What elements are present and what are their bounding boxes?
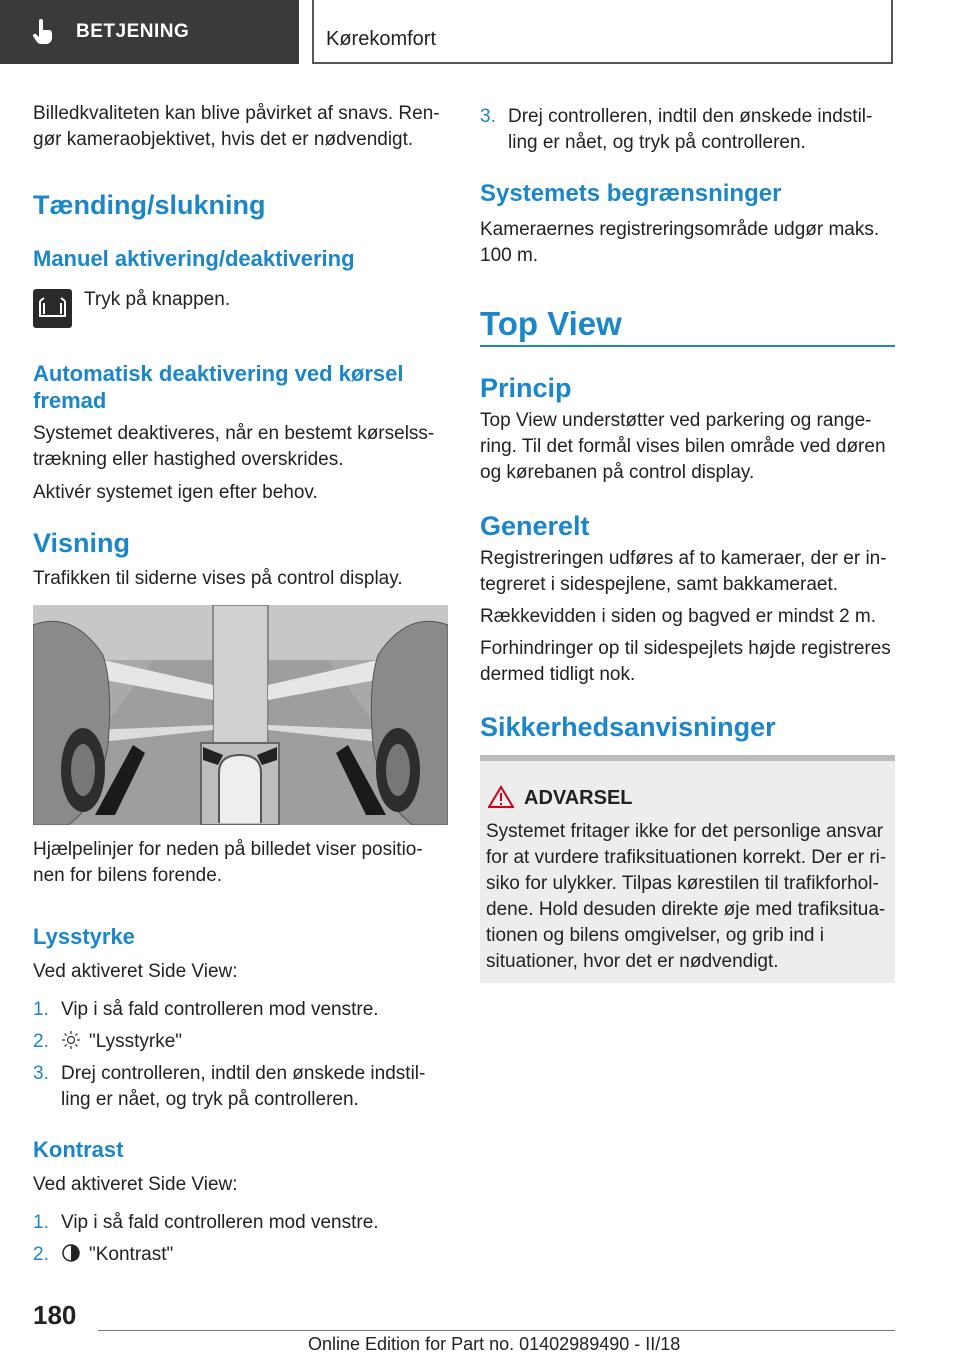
- lysstyrke-intro: Ved aktiveret Side View:: [33, 961, 238, 982]
- generelt-text-1: Registreringen udføres af to kameraer, der er in- tegreret i sidespejlene, samt bakkameraet.: [480, 548, 887, 595]
- warning-box: [480, 755, 895, 983]
- hand-pointer-icon: [28, 17, 58, 47]
- heading-kontrast: Kontrast: [33, 1137, 124, 1162]
- manuel-text: Tryk på knappen.: [84, 289, 231, 310]
- kontrast-intro: Ved aktiveret Side View:: [33, 1174, 238, 1195]
- camera-button-icon: [33, 289, 72, 328]
- heading-top-view: Top View: [480, 305, 622, 342]
- warning-title: ADVARSEL: [524, 787, 633, 809]
- header-topic-box: [312, 0, 893, 64]
- lysstyrke-step-1: 1. Vip i så fald controlleren mod venstre.: [33, 999, 379, 1020]
- heading-auto: Automatisk deaktivering ved kørsel fremad: [33, 361, 404, 413]
- brightness-icon: [61, 1030, 81, 1050]
- footer-edition: Online Edition for Part no. 01402989490 - II/18: [308, 1334, 681, 1354]
- visning-text: Trafikken til siderne vises på control display.: [33, 568, 403, 589]
- kontrast-step-1: 1. Vip i så fald controlleren mod venstre.: [33, 1212, 379, 1233]
- heading-visning: Visning: [33, 528, 131, 558]
- heading-lysstyrke: Lysstyrke: [33, 924, 135, 949]
- contrast-icon: [61, 1243, 81, 1263]
- warning-text: Systemet fritager ikke for det personlige ansvar for at vurdere trafiksituationen korrekt. Der er ri- siko for ulykker. Tilpas kørestilen til trafikforhol- dene. Hold desuden direkte øje med trafiksitua- tionen og bilens omgivelser, og grib ind i situationer, hvor det er nødvendigt.: [486, 821, 887, 972]
- generelt-text-3: Forhindringer op til sidespejlets højde registreres dermed tidligt nok.: [480, 638, 891, 685]
- princip-text: Top View understøtter ved parkering og range- ring. Til det formål vises bilen område ved døren og kørebanen på control display.: [480, 410, 886, 483]
- lysstyrke-step-3: 3. Drej controlleren, indtil den ønskede indstil- ling er nået, og tryk på controlleren.: [33, 1063, 426, 1110]
- warning-triangle-icon: [488, 785, 514, 809]
- right-step-3: 3. Drej controlleren, indtil den ønskede indstil- ling er nået, og tryk på controlleren.: [480, 106, 873, 153]
- auto-text: Systemet deaktiveres, når en bestemt kørselss- trækning eller hastighed overskrides.: [33, 423, 435, 470]
- generelt-text-2: Rækkevidden i siden og bagved er mindst 2 m.: [480, 606, 877, 627]
- lysstyrke-step-2: 2. "Lysstyrke": [33, 1031, 183, 1052]
- header-topic-label: Kørekomfort: [326, 28, 437, 50]
- heading-manuel: Manuel aktivering/deaktivering: [33, 246, 355, 271]
- kontrast-step-2: 2. "Kontrast": [33, 1244, 174, 1265]
- header-section-tab: [0, 0, 299, 64]
- auto-text-2: Aktivér systemet igen efter behov.: [33, 482, 318, 503]
- footer-rule: [98, 1330, 895, 1331]
- side-view-camera-image: [33, 605, 448, 825]
- heading-taending: Tænding/slukning: [33, 190, 266, 220]
- begraensninger-text: Kameraernes registreringsområde udgør maks. 100 m.: [480, 219, 880, 266]
- top-view-rule: [480, 345, 895, 347]
- page-number: 180: [33, 1300, 77, 1330]
- heading-begraensninger: Systemets begrænsninger: [480, 180, 782, 207]
- header-section-label: BETJENING: [76, 21, 190, 42]
- image-caption: Hjælpelinjer for neden på billedet viser positio- nen for bilens forende.: [33, 839, 423, 886]
- heading-sikkerhed: Sikkerhedsanvisninger: [480, 712, 776, 742]
- intro-text: Billedkvaliteten kan blive påvirket af snavs. Ren- gør kameraobjektivet, hvis det er nødvendigt.: [33, 103, 440, 150]
- heading-princip: Princip: [480, 373, 572, 403]
- heading-generelt: Generelt: [480, 511, 590, 541]
